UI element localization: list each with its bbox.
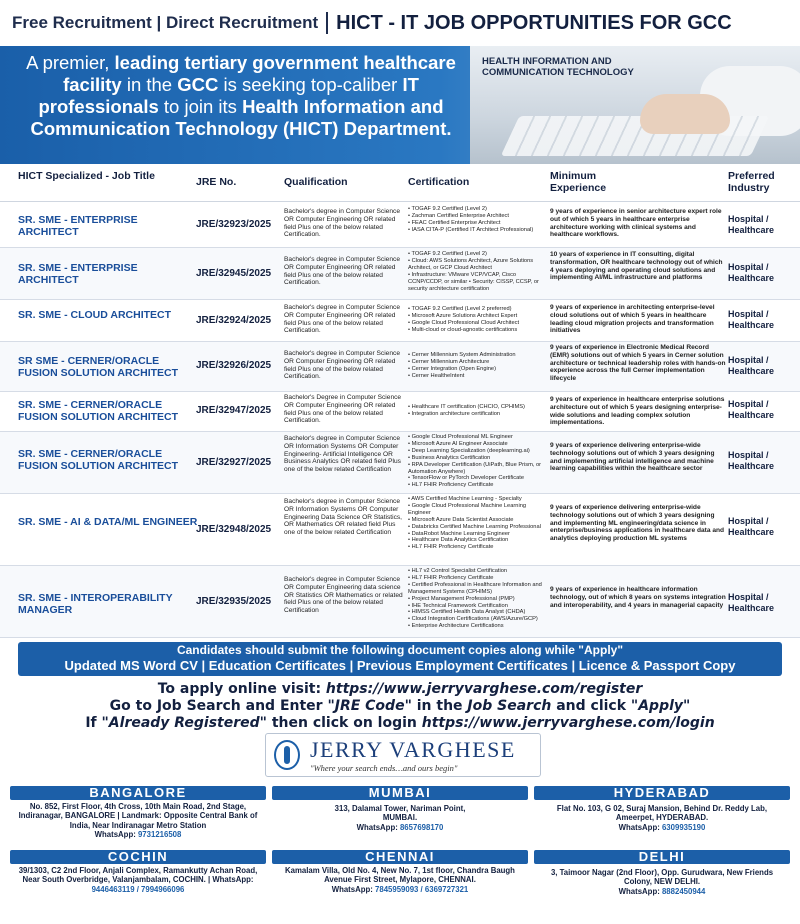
certification-item: • Healthcare IT certification (CHCIO, CPHIMS) [408,404,548,411]
job-search-text: Job Search [467,698,552,714]
logo-name: JERRY VARGHESE [310,737,516,762]
industry: Hospital / Healthcare [728,399,775,420]
office-address [272,800,528,832]
certification-item: • Certified Professional in Healthcare Information and Management Systems (CPHIMS) [408,582,548,596]
table-row [0,432,800,494]
apply-line-3 [0,715,800,731]
jre-code: JRE/32927/2025 [196,457,272,468]
jre-code: JRE/32935/2025 [196,596,272,607]
office-bangalore [10,786,266,840]
office-city: CHENNAI [272,850,528,864]
whatsapp-number: 9731216508 [137,830,182,840]
logo-icon [274,740,300,770]
certification-list [408,568,548,630]
experience: 9 years of experience in healthcare information technology, out of which 8 years on systems integration and interoperability, and 4 years in managerial capacity [550,586,726,609]
office-address [272,864,528,894]
experience: 9 years of experience in Electronic Medical Record (EMR) solutions out of which 5 years in Cerner solution architecture or technical leadership roles with hands-on experience across the full Cerner implementation lifecycle [550,344,726,383]
hero-intro [10,52,472,140]
job-title: SR. SME - CERNER/ORACLE FUSION SOLUTION ARCHITECT [18,448,179,472]
hero-text-8: Health Information and Communication Technology (HICT) Department. [30,96,452,139]
office-city: DELHI [534,850,790,864]
certification-item: • Deep Learning Specialization (deeplearning.ai) [408,448,548,455]
certification-item: • Healthcare Data Analytics Certification [408,537,548,544]
job-title: SR SME - CERNER/ORACLE FUSION SOLUTION ARCHITECT [18,355,179,379]
register-link[interactable]: https://www.jerryvarghese.com/register [325,681,643,697]
apply-line-2 [0,698,800,714]
office-city: MUMBAI [272,786,528,800]
hero-banner [0,46,800,164]
certification-item: • DataRobot Machine Learning Engineer [408,531,548,538]
industry: Hospital / Healthcare [728,309,775,330]
certification-item: • Google Cloud Professional Cloud Architect [408,320,548,327]
certification-item: • TOGAF 9.2 Certified (Level 2 preferred) [408,306,548,313]
industry: Hospital / Healthcare [728,214,775,235]
certification-list [408,404,548,418]
whatsapp-label: WhatsApp: [618,822,662,832]
office-city: BANGALORE [10,786,266,800]
whatsapp-label: WhatsApp: [212,875,254,885]
industry: Hospital / Healthcare [728,262,775,283]
qualification: Bachelor's degree in Computer Science OR Computer Engineering OR related field Plus one of the below related Certification. [284,350,400,381]
whatsapp-number: 8882450944 [661,886,706,896]
office-delhi [534,850,790,896]
apply-line-1 [0,681,800,697]
certification-item: • TOGAF 9.2 Certified (Level 2) [408,206,548,213]
certification-list [408,306,548,334]
address-text: No. 852, First Floor, 4th Cross, 10th Main Road, 2nd Stage, Indiranagar, BANGALORE | Landmark: Opposite Central Bank of India, Near Indiranagar Metro Station [18,802,258,830]
job-title: SR. SME - ENTERPRISE ARCHITECT [18,214,138,238]
certification-list [408,434,548,489]
table-row [0,248,800,300]
top-header [0,0,800,46]
certification-item: • Enterprise Architecture Certifications [408,623,548,630]
jre-code: JRE/32923/2025 [196,219,272,230]
col-title: HICT Specialized - Job Title [18,170,155,182]
hero-photo [470,46,800,164]
apply-text: then click on login [266,715,422,731]
hict-label: HEALTH INFORMATION AND COMMUNICATION TECHNOLOGY [482,56,634,78]
office-cochin [10,850,266,894]
job-title: SR. SME - ENTERPRISE ARCHITECT [18,262,138,286]
certification-item: • Cloud: AWS Solutions Architect, Azure Solutions Architect, or GCP Cloud Architect [408,258,548,272]
login-link[interactable]: https://www.jerryvarghese.com/login [421,715,715,731]
certification-item: • Cerner Millennium System Administration [408,352,548,359]
company-logo [265,733,541,777]
certification-item: • Google Cloud Professional ML Engineer [408,434,548,441]
office-address [10,864,266,894]
whatsapp-label: WhatsApp: [618,886,662,896]
apply-text: and click [551,698,631,714]
job-title: SR. SME - CLOUD ARCHITECT [18,309,172,321]
certification-item: • Microsoft Azure Data Scientist Associate [408,517,548,524]
industry: Hospital / Healthcare [728,355,775,376]
hero-text-5: is seeking top-caliber [218,74,403,95]
jre-code: JRE/32947/2025 [196,405,272,416]
certification-item: • Multi-cloud or cloud-agnostic certifications [408,327,548,334]
qualification: Bachelor's degree in Computer Science OR Computer Engineering data science OR Statistics OR Mathematics or related field Plus one of the below related Certification [284,576,403,615]
certification-item: • HL7 FHIR Proficiency Certificate [408,544,548,551]
apply-text: Go to Job Search and Enter [109,698,328,714]
qualification: Bachelor's degree in Computer Science OR Computer Engineering OR related field Plus one of the below related Certification. [284,256,400,287]
already-registered-text: "Already Registered" [101,715,267,731]
job-title: SR. SME - AI & DATA/ML ENGINEER [18,516,198,528]
experience: 9 years of experience delivering enterprise-wide technology solutions out of which 3 years designing and implementing artificial intelligence and machine learning capabilities within the healthcare sector [550,442,715,473]
hero-text-7: to join its [158,96,243,117]
qualification: Bachelor's degree in Computer Science OR Computer Engineering OR related field Plus one of the below related Certification. [284,304,400,335]
office-mumbai [272,786,528,832]
certification-item: • FEAC Certified Enterprise Architect [408,220,548,227]
certification-item: • Integration architecture certification [408,411,548,418]
experience: 9 years of experience delivering enterprise-wide technology solutions out of which 3 years designing and implementing ML engineering/data science in enterprise/business applications in healthcare data and analytics deploying production ML systems [550,504,725,543]
col-certification: Certification [408,176,470,188]
whatsapp-number: 9446463119 / 7994966096 [91,884,185,894]
col-jre: JRE No. [196,176,237,188]
jre-code: JRE/32926/2025 [196,360,272,371]
jre-code: JRE/32948/2025 [196,524,272,535]
job-title: SR. SME - INTEROPERABILITY MANAGER [18,592,173,616]
certification-item: • Microsoft Azure Solutions Architect Expert [408,313,548,320]
table-row [0,300,800,342]
office-address [534,864,790,896]
apply-text: "Apply" [630,698,691,714]
certification-item: • HL7 FHIR Proficiency Certificate [408,482,548,489]
certification-item: • Databricks Certified Machine Learning Professional [408,524,548,531]
certification-item: • Microsoft Azure AI Engineer Associate [408,441,548,448]
office-address [534,800,790,832]
whatsapp-label: WhatsApp: [94,830,138,840]
hand-image [640,94,730,134]
hero-text-2: leading tertiary government healthcare facility [63,52,456,95]
header-divider [326,12,328,34]
apply-text: To apply online visit: [157,681,326,697]
jobs-table-header [0,164,800,202]
industry: Hospital / Healthcare [728,516,775,537]
certification-list [408,496,548,551]
certification-item: • HL7 v2 Control Specialist Certification [408,568,548,575]
hero-text-4: GCC [177,74,219,95]
table-row [0,342,800,392]
col-experience: Minimum Experience [550,170,607,194]
qualification: Bachelor's Degree in Computer Science OR Computer Engineering OR related field Plus one of the below related Certification. [284,394,402,425]
office-city: COCHIN [10,850,266,864]
certification-item: • TOGAF 9.2 Certified (Level 2) [408,251,548,258]
table-row [0,202,800,248]
qualification: Bachelor's degree in Computer Science OR Information Systems OR Computer Engineering- Artificial Intelligence OR Business Analytics OR related field Plus one of the below related Certification [284,435,401,474]
apply-text: If [85,715,102,731]
whatsapp-number: 8657698170 [399,822,444,832]
office-city: HYDERABAD [534,786,790,800]
experience: 9 years of experience in senior architecture expert role out of which 5 years in healthcare enterprise architecture working with clinical systems and healthcare workflows. [550,208,722,239]
notice-line-1: Candidates should submit the following document copies along while "Apply" [176,643,624,657]
whatsapp-number: 6309935190 [661,822,706,832]
address-text: 3, Taimoor Nagar (2nd Floor), Opp. Gurudwara, New Friends Colony, NEW DELHI. [550,868,774,887]
certification-item: • HIMSS Certified Health Data Analyst (CHDA) [408,609,548,616]
whatsapp-label: WhatsApp: [356,822,400,832]
jre-code-text: "JRE Code" [327,698,412,714]
address-text: 39/1303, C2 2nd Floor, Anjali Complex, Ramankutty Achan Road, Near South Overbridge, Valanjambalam, COCHIN. | [18,866,258,885]
certification-item: • IASA CITA-P (Certified IT Architect Professional) [408,227,548,234]
whatsapp-number: 7845959093 / 6369727321 [375,884,469,894]
hero-text-3: in the [121,74,178,95]
logo-tagline: "Where your search ends…and ours begin" [310,763,458,773]
certification-item: • Project Management Professional (PMP) [408,596,548,603]
hero-text-1: A premier, [26,52,115,73]
industry: Hospital / Healthcare [728,450,775,471]
experience: 10 years of experience in IT consulting, digital transformation, OR healthcare technology out of which 4 years deploying and operating cloud solutions and implementing AI/ML infrastructure and platforms [550,251,723,282]
certification-item: • Cerner Integration (Open Engine) [408,366,548,373]
whatsapp-label: WhatsApp: [331,884,376,894]
job-title: SR. SME - CERNER/ORACLE FUSION SOLUTION ARCHITECT [18,399,179,423]
documents-notice [18,642,782,676]
table-row [0,566,800,638]
certification-item: • HL7 FHIR Proficiency Certificate [408,575,548,582]
certification-list [408,206,548,234]
table-row [0,392,800,432]
col-qualification: Qualification [284,176,348,188]
certification-item: • Business Analytics Certification [408,455,548,462]
certification-list [408,251,548,292]
qualification: Bachelor's degree in Computer Science OR Computer Engineering OR related field Plus one of the below related Certification. [284,208,400,239]
office-hyderabad [534,786,790,832]
certification-item: • Infrastructure: VMware VCP/VCAP, Cisco CCNP/CCDP, or similar • Security: CISSP, CCSP, or security architecture certification [408,272,548,293]
office-address [10,800,266,840]
jre-code: JRE/32945/2025 [196,268,272,279]
qualification: Bachelor's degree in Computer Science OR Information Systems OR Computer Engineering Data Science OR Statistics, OR Mathematics OR related field Plus one of the below related Certification [284,498,403,537]
experience: 9 years of experience in healthcare enterprise solutions architecture out of which 5 years designing enterprise-wide solutions and leading complex solution implementations. [550,396,725,427]
col-industry: Preferred Industry [728,170,775,194]
address-text: 313, Dalamal Tower, Nariman Point, MUMBAI. [334,804,466,823]
certification-list [408,352,548,380]
certification-item: • Google Cloud Professional Machine Learning Engineer [408,503,548,517]
certification-item: • Cerner Millennium Architecture [408,359,548,366]
industry: Hospital / Healthcare [728,592,775,613]
certification-item: • IHE Technical Framework Certification [408,603,548,610]
certification-item: • RPA Developer Certification (UiPath, Blue Prism, or Automation Anywhere) [408,462,548,476]
certification-item: • Cerner HealtheIntent [408,373,548,380]
hero-text-6: IT professionals [38,74,419,117]
jre-code: JRE/32924/2025 [196,315,272,326]
experience: 9 years of experience in architecting enterprise-level cloud solutions out of which 5 years in healthcare leading cloud migration projects and transformation initiatives [550,304,715,335]
certification-item: • Zachman Certified Enterprise Architect [408,213,548,220]
page-title: HICT - IT JOB OPPORTUNITIES FOR GCC [336,11,732,34]
notice-line-2: Updated MS Word CV | Education Certificates | Previous Employment Certificates | Licence & Passport Copy [64,658,736,673]
certification-item: • AWS Certified Machine Learning - Specialty [408,496,548,503]
certification-item: • TensorFlow or PyTorch Developer Certificate [408,475,548,482]
certification-item: • Cloud Integration Certifications (AWS/Azure/GCP) [408,616,548,623]
table-row [0,494,800,566]
apply-text: in the [411,698,468,714]
recruitment-type: Free Recruitment | Direct Recruitment [12,13,319,32]
address-text: Flat No. 103, G 02, Suraj Mansion, Behind Dr. Reddy Lab, Ameerpet, HYDERABAD. [556,804,768,823]
office-chennai [272,850,528,894]
address-text: Kamalam Villa, Old No. 4, New No. 7, 1st floor, Chandra Baugh Avenue First Street, Mylapore, CHENNAI. [285,866,515,885]
